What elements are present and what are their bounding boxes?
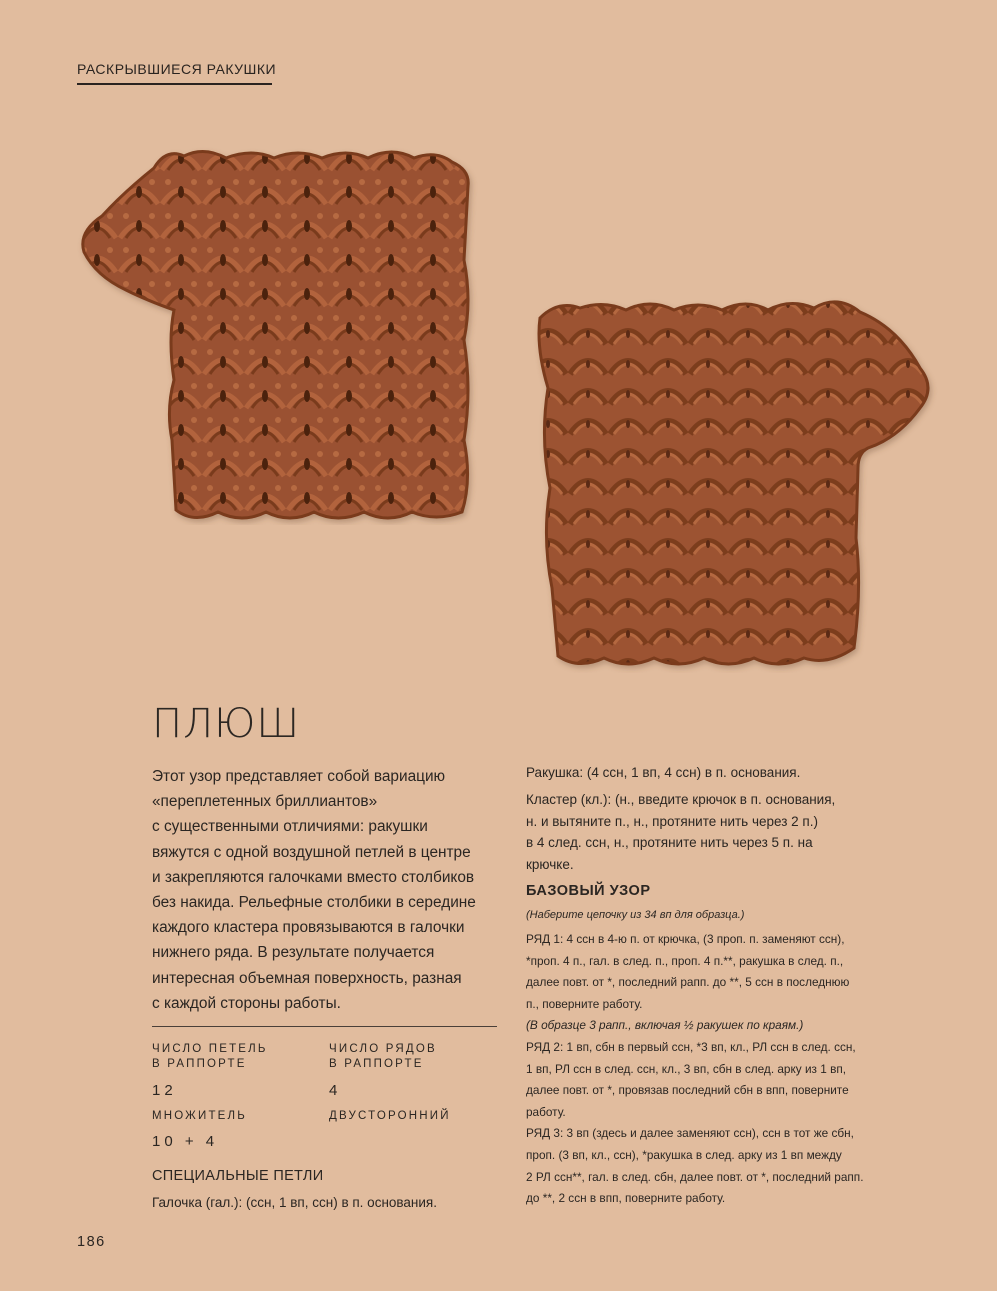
swatch-photo-back (528, 288, 940, 673)
page-number: 186 (77, 1234, 106, 1250)
row2-line: РЯД 2: 1 вп, сбн в первый ссн, *3 вп, кл., РЛ ссн в след. ссн, (526, 1039, 856, 1054)
intro-line: без накида. Рельефные столбики в середине (152, 894, 476, 912)
row3-line: проп. (3 вп, кл., ссн), *ракушка в след. арку из 1 вп между (526, 1147, 842, 1162)
intro-line: вяжутся с одной воздушной петлей в центре (152, 843, 471, 861)
running-head-rule (77, 83, 272, 85)
row3-line: до **, 2 ссн в впп, поверните работу. (526, 1191, 726, 1206)
intro-line: Этот узор представляет собой вариацию (152, 768, 446, 785)
reversible-label: ДВУСТОРОННИЙ (329, 1110, 451, 1122)
intro-line: с каждой стороны работы. (152, 994, 341, 1012)
row3-line: 2 РЛ ссн**, гал. в след. сбн, далее повт. от *, последний рапп. (526, 1169, 864, 1184)
row1-line: РЯД 1: 4 ссн в 4-ю п. от крючка, (3 проп. п. заменяют ссн), (526, 932, 845, 946)
multiple-value: 10 + 4 (152, 1133, 219, 1150)
shell-definition: Ракушка: (4 ссн, 1 вп, 4 ссн) в п. основания. (526, 765, 801, 780)
special-stitches-heading: СПЕЦИАЛЬНЫЕ ПЕТЛИ (152, 1168, 324, 1184)
intro-line: каждого кластера провязываются в галочки (152, 919, 465, 937)
rows-repeat-label: ЧИСЛО РЯДОВ В РАППОРТЕ (329, 1043, 437, 1070)
row1-line: п., поверните работу. (526, 996, 643, 1011)
base-pattern-heading: БАЗОВЫЙ УЗОР (526, 883, 651, 899)
stitches-repeat-label: ЧИСЛО ПЕТЕЛЬ В РАППОРТЕ (152, 1043, 268, 1070)
intro-line: с существенными отличиями: ракушки (152, 818, 428, 836)
rows-repeat-value: 4 (329, 1082, 342, 1099)
running-head: РАСКРЫВШИЕСЯ РАКУШКИ (77, 61, 277, 77)
sample-note: (В образце 3 рапп., включая ½ ракушек по краям.) (526, 1018, 804, 1033)
intro-line: нижнего ряда. В результате получается (152, 944, 435, 962)
swatch-photo-front (76, 140, 486, 525)
row2-line: 1 вп, РЛ ссн в след. ссн, кл., 3 вп, сбн в след. арку из 1 вп, (526, 1061, 847, 1076)
v-stitch-definition: Галочка (гал.): (ссн, 1 вп, ссн) в п. основания. (152, 1195, 437, 1210)
cluster-definition: Кластер (кл.): (н., введите крючок в п. основания, н. и вытяните п., н., протяните нить через 2 п.) в 4 след. ссн, н., протяните нить через 5 п. на крючке. (526, 792, 836, 872)
row1-line: далее повт. от *, последний рапп. до **, 5 ссн в последнюю (526, 975, 850, 990)
multiple-label: МНОЖИТЕЛЬ (152, 1110, 248, 1122)
base-pattern-note: (Наберите цепочку из 34 вп для образца.) (526, 909, 745, 921)
intro-paragraph (152, 764, 502, 1016)
row1-line: *проп. 4 п., гал. в след. п., проп. 4 п.**, ракушка в след. п., (526, 953, 844, 968)
pattern-rows (526, 929, 886, 1210)
pattern-title: ПЛЮШ (152, 701, 301, 747)
intro-line: «переплетенных бриллиантов» (152, 793, 378, 811)
row2-line: далее повт. от *, провязав последний сбн в впп, поверните (526, 1083, 849, 1098)
section-divider (152, 1026, 497, 1027)
intro-line: интересная объемная поверхность, разная (152, 969, 462, 987)
stitches-repeat-value: 12 (152, 1082, 177, 1099)
row2-line: работу. (526, 1104, 566, 1119)
intro-line: и закрепляются галочками вместо столбиков (152, 868, 475, 886)
row3-line: РЯД 3: 3 вп (здесь и далее заменяют ссн), ссн в тот же сбн, (526, 1126, 854, 1141)
